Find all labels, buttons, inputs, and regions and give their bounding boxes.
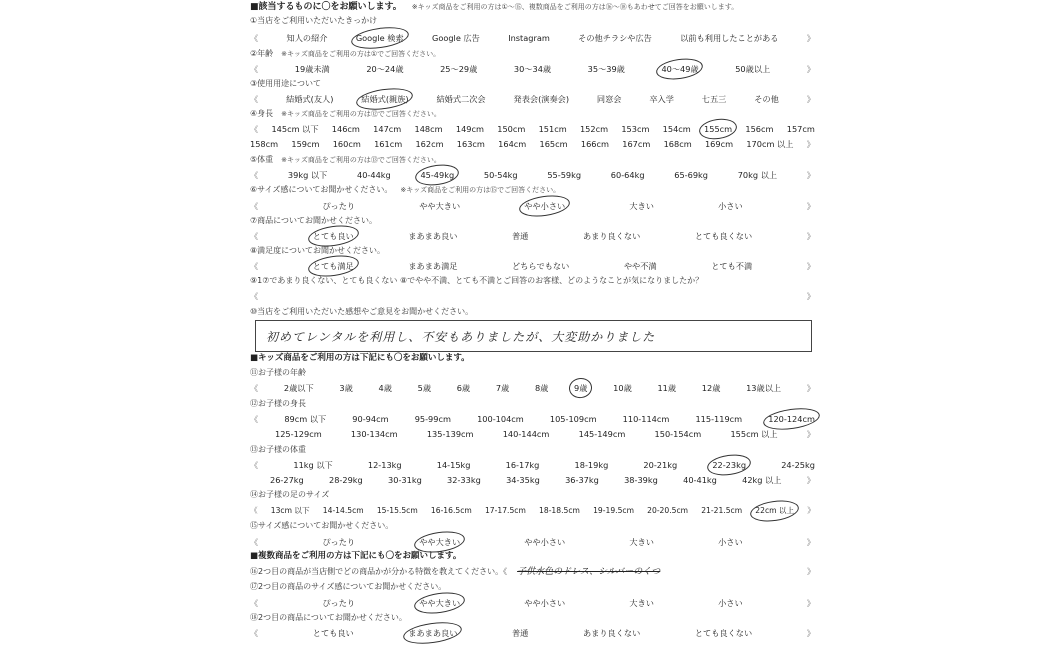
q6-options [250, 199, 819, 213]
q5-option[interactable]: 55-59kg [547, 170, 582, 180]
q12-option[interactable]: 105-109cm [549, 414, 597, 424]
bracket-open: 《 [250, 33, 259, 43]
q11-option[interactable]: 11歳 [657, 383, 677, 393]
q8-option[interactable]: やや不満 [623, 261, 657, 271]
q1-option[interactable]: Google 広告 [432, 33, 480, 43]
q12-option[interactable]: 145-149cm [578, 429, 626, 439]
q14-option[interactable]: 16-16.5cm [430, 506, 472, 515]
q4-options-row2 [250, 137, 819, 151]
q14-option[interactable]: 15-15.5cm [376, 506, 418, 515]
q5-note: ※キッズ商品をご利用の方は⑬でご回答ください。 [281, 156, 441, 164]
multi-section-title: ■複数商品をご利用の方は下記にも〇をお願いします。 [250, 551, 462, 561]
bracket-open: 《 [250, 261, 259, 271]
q8-option[interactable]: まあまあ満足 [408, 261, 458, 271]
q13-option[interactable]: 30-31kg [388, 475, 422, 485]
q3-label: ③使用用途について [250, 79, 322, 88]
q8-label: ⑧満足度についてお聞かせください。 [250, 246, 386, 255]
q12-options-row1 [250, 412, 819, 426]
q15-option[interactable]: 小さい [718, 537, 743, 547]
q16-label: ⑯2つ目の商品が当店側でどの商品かが分かる特徴を教えてください。《 [250, 567, 508, 576]
bracket-close: 》 [806, 537, 815, 547]
q11-options [250, 381, 819, 395]
q8-option[interactable]: どちらでもない [512, 261, 570, 271]
q4-option[interactable]: 165cm [539, 139, 568, 149]
q13-label: ⑬お子様の体重 [250, 445, 306, 454]
q7-options [250, 229, 819, 243]
q18-option[interactable]: とても良くない [694, 628, 753, 638]
q13-option[interactable]: 11kg 以下 [293, 460, 333, 470]
q5-option[interactable]: 40-44kg [356, 170, 391, 180]
q12-option[interactable]: 155cm 以上 [730, 429, 778, 439]
q4-option[interactable]: 150cm [497, 124, 526, 134]
q7-label: ⑦商品についてお聞かせください。 [250, 216, 378, 225]
q14-option[interactable]: 13cm 以下 [270, 506, 310, 515]
q16-row [250, 565, 819, 579]
q8-option[interactable]: とても不満 [711, 261, 753, 271]
bracket-open: 《 [250, 537, 259, 547]
q17-option[interactable]: 大きい [629, 598, 654, 608]
q17-option[interactable]: やや小さい [524, 598, 566, 608]
bracket-close: 》 [806, 64, 815, 74]
bracket-close: 》 [806, 291, 815, 301]
bracket-open: 《 [250, 94, 259, 104]
q11-option[interactable]: 2歳以下 [283, 383, 314, 393]
q18-label: ⑱2つ目の商品についてお聞かせください。 [250, 613, 407, 622]
q12-option[interactable]: 135-139cm [426, 429, 474, 439]
q11-option[interactable]: 6歳 [456, 383, 471, 393]
q3-option-selected[interactable]: 結婚式(親族) [361, 94, 409, 104]
q14-option[interactable]: 19-19.5cm [593, 506, 634, 515]
q13-option[interactable]: 14-15kg [436, 460, 471, 470]
q13-option[interactable]: 24-25kg [781, 460, 815, 470]
q4-option[interactable]: 169cm [704, 139, 734, 149]
bracket-open: 《 [250, 124, 259, 134]
bracket-open: 《 [250, 460, 259, 470]
q13-option[interactable]: 42kg 以上 [742, 475, 782, 485]
q2-note: ※キッズ商品をご利用の方は①でご回答ください。 [281, 50, 441, 58]
q12-option-selected[interactable]: 120-124cm [768, 414, 815, 424]
q4-options-row1 [250, 122, 819, 136]
q13-option[interactable]: 32-33kg [447, 475, 481, 485]
bracket-close: 》 [806, 598, 815, 608]
q3-option[interactable]: その他 [754, 94, 779, 104]
q11-option-selected[interactable]: 9歳 [574, 383, 588, 393]
q12-option[interactable]: 125-129cm [275, 429, 322, 439]
q10-label: ⑩当店をご利用いただいた感想やご意見をお聞かせください。 [250, 307, 474, 316]
q1-option[interactable]: 知人の紹介 [286, 33, 328, 43]
q4-label [250, 107, 815, 121]
q3-option[interactable]: 結婚式(友人) [286, 94, 334, 104]
q6-option[interactable]: やや大きい [419, 201, 461, 211]
q17-label: ⑰2つ目の商品のサイズ感についてお聞かせください。 [250, 582, 447, 591]
q1-options [250, 31, 819, 45]
q18-option[interactable]: 普通 [511, 628, 529, 638]
q2-label [250, 47, 815, 61]
q4-option[interactable]: 166cm [580, 139, 609, 149]
q14-option[interactable]: 21-21.5cm [701, 506, 743, 515]
q7-option-selected[interactable]: とても良い [312, 231, 354, 241]
q8-options [250, 259, 819, 273]
q1-option-selected[interactable]: Google 検索 [355, 33, 404, 43]
q13-option[interactable]: 12-13kg [367, 460, 402, 470]
q11-option[interactable]: 8歳 [534, 383, 549, 393]
q4-option[interactable]: 164cm [498, 139, 527, 149]
q15-options [250, 535, 819, 549]
q11-option[interactable]: 5歳 [417, 383, 432, 393]
q4-option[interactable]: 147cm [373, 124, 402, 134]
q4-option[interactable]: 161cm [374, 139, 403, 149]
q2-option[interactable]: 25〜29歳 [440, 64, 478, 74]
bracket-close: 》 [806, 139, 815, 149]
q18-option[interactable]: あまり良くない [582, 628, 641, 638]
header-note: ※キッズ商品をご利用の方は①〜⑮、複数商品をご利用の方は⑯〜⑱もあわせてご回答をお願いします。 [411, 3, 739, 11]
q12-option[interactable]: 150-154cm [654, 429, 702, 439]
q6-option[interactable]: 大きい [629, 201, 654, 211]
q12-option[interactable]: 90-94cm [352, 414, 389, 424]
bracket-close: 》 [806, 429, 815, 439]
q12-option[interactable]: 110-114cm [622, 414, 670, 424]
q18-options [250, 626, 819, 640]
q12-option[interactable]: 89cm 以下 [284, 414, 327, 424]
q5-option[interactable]: 70kg 以上 [737, 170, 778, 180]
q2-option-selected[interactable]: 40〜49歳 [661, 64, 699, 74]
bracket-open: 《 [250, 64, 259, 74]
q15-option[interactable]: やや小さい [524, 537, 566, 547]
q18-option[interactable]: とても良い [312, 628, 354, 638]
q11-option[interactable]: 4歳 [378, 383, 392, 393]
q5-option[interactable]: 50-54kg [483, 170, 518, 180]
q3-option[interactable]: 七五三 [701, 94, 727, 104]
q11-option[interactable]: 3歳 [339, 383, 353, 393]
q2-option[interactable]: 30〜34歳 [513, 64, 552, 74]
bracket-close: 》 [807, 567, 815, 576]
q17-option[interactable]: 小さい [718, 598, 743, 608]
q14-label: ⑭お子様の足のサイズ [250, 490, 330, 499]
q4-option[interactable]: 157cm [786, 124, 815, 134]
q2-option[interactable]: 35〜39歳 [587, 64, 625, 74]
bracket-close: 》 [806, 231, 815, 241]
q4-option[interactable]: 163cm [456, 139, 485, 149]
q6-option-selected[interactable]: やや小さい [524, 201, 566, 211]
bracket-open: 《 [250, 598, 259, 608]
bracket-open: 《 [250, 383, 259, 393]
q12-option[interactable]: 140-144cm [502, 429, 550, 439]
q12-option[interactable]: 95-99cm [414, 414, 451, 424]
q6-option[interactable]: 小さい [718, 201, 743, 211]
q5-options [250, 168, 819, 182]
bracket-close: 》 [806, 628, 815, 638]
q11-option[interactable]: 13歳以上 [746, 383, 782, 393]
q11-option[interactable]: 7歳 [495, 383, 510, 393]
q6-option[interactable]: ぴったり [322, 201, 356, 211]
q4-option[interactable]: 151cm [538, 124, 567, 134]
q13-option-selected[interactable]: 22-23kg [712, 460, 747, 470]
q11-option[interactable]: 10歳 [613, 383, 632, 393]
bracket-open: 《 [250, 628, 259, 638]
q7-option[interactable]: とても良くない [694, 231, 753, 241]
q4-option[interactable]: 153cm [621, 124, 650, 134]
q9-answer-field[interactable] [250, 289, 819, 303]
bracket-close: 》 [806, 475, 815, 485]
kids-section-title: ■キッズ商品をご利用の方は下記にも〇をお願いします。 [250, 353, 470, 363]
q5-option[interactable]: 65-69kg [674, 170, 708, 180]
q4-note: ※キッズ商品をご利用の方は⑫でご回答ください。 [281, 110, 441, 118]
q15-label: ⑮サイズ感についてお聞かせください。 [250, 521, 394, 530]
q3-option[interactable]: 卒入学 [649, 94, 674, 104]
q2-option[interactable]: 20〜24歳 [366, 64, 404, 74]
q2-option[interactable]: 19歳未満 [294, 64, 330, 74]
q14-option[interactable]: 14-14.5cm [322, 506, 364, 515]
q3-option[interactable]: 結婚式二次会 [436, 94, 486, 104]
q13-option[interactable]: 18-19kg [574, 460, 609, 470]
q1-option[interactable]: その他チラシや広告 [578, 33, 652, 43]
q17-options [250, 596, 819, 610]
q4-option[interactable]: 156cm [745, 124, 774, 134]
q5-label [250, 153, 815, 167]
q4-option[interactable]: 159cm [291, 139, 320, 149]
q14-option-selected[interactable]: 22cm 以上 [755, 504, 794, 518]
q17-option[interactable]: ぴったり [322, 598, 356, 608]
q4-option[interactable]: 148cm [414, 124, 443, 134]
q18-option-selected[interactable]: まあまあ良い [408, 628, 458, 638]
bracket-close: 》 [806, 170, 815, 180]
q5-title: ⑤体重 [250, 155, 274, 164]
bracket-open: 《 [250, 506, 258, 515]
q2-option[interactable]: 50歳以上 [735, 64, 771, 74]
q13-options-row1 [250, 458, 819, 472]
q5-option-selected[interactable]: 45-49kg [420, 170, 455, 180]
q10-handwritten-answer: 初めてレンタルを利用し、不安もありましたが、大変助かりました [266, 330, 656, 344]
q3-options [250, 92, 819, 106]
q7-option[interactable]: まあまあ良い [408, 231, 458, 241]
q12-options-row2 [250, 427, 819, 441]
q10-answer-box[interactable] [255, 320, 812, 352]
q4-option[interactable]: 158cm [250, 139, 279, 149]
q14-option[interactable]: 18-18.5cm [539, 506, 580, 515]
bracket-open: 《 [250, 170, 259, 180]
q15-option[interactable]: ぴったり [322, 537, 356, 547]
q4-option[interactable]: 149cm [455, 124, 484, 134]
q1-label: ①当店をご利用いただいたきっかけ [250, 16, 378, 25]
q13-option[interactable]: 40-41kg [683, 475, 717, 485]
q15-option[interactable]: 大きい [629, 537, 654, 547]
q4-option[interactable]: 167cm [622, 139, 651, 149]
q3-option[interactable]: 同窓会 [596, 94, 622, 104]
q8-option-selected[interactable]: とても満足 [312, 261, 354, 271]
bracket-open: 《 [250, 291, 259, 301]
q4-option[interactable]: 154cm [662, 124, 691, 134]
q14-option[interactable]: 17-17.5cm [484, 506, 526, 515]
bracket-close: 》 [806, 33, 815, 43]
q1-option[interactable]: 以前も利用したことがある [680, 33, 779, 43]
q13-option[interactable]: 34-35kg [506, 475, 540, 485]
q13-option[interactable]: 36-37kg [565, 475, 599, 485]
bracket-close: 》 [807, 506, 815, 515]
q14-options [250, 504, 819, 518]
q4-option[interactable]: 152cm [579, 124, 609, 134]
q4-option[interactable]: 170cm 以上 [746, 139, 794, 149]
bracket-open: 《 [250, 231, 259, 241]
header-title: ■該当するものに〇をお願いします。 [250, 2, 402, 12]
q13-options-row2 [250, 473, 819, 487]
q15-option-selected[interactable]: やや大きい [419, 537, 461, 547]
q2-options [250, 62, 819, 76]
q12-option[interactable]: 115-119cm [695, 414, 743, 424]
q2-title: ②年齢 [250, 49, 274, 58]
bracket-close: 》 [806, 94, 815, 104]
q16-handwritten-answer[interactable]: 子供水色のドレス、シルバーのくつ [517, 567, 661, 577]
q16-label-wrap [250, 565, 660, 579]
q6-label [250, 183, 815, 197]
q9-label: ⑨1⑦であまり良くない、とても良くない ⑧でやや不満、とても不満とご回答のお客様、どのようなことが気になりましたか？ [250, 276, 704, 285]
q6-title: ⑥サイズ感についてお聞かせください。 [250, 185, 393, 194]
q12-option[interactable]: 130-134cm [350, 429, 398, 439]
q4-title: ④身長 [250, 109, 274, 118]
bracket-open: 《 [250, 414, 259, 424]
bracket-close: 》 [806, 383, 815, 393]
q4-option[interactable]: 146cm [331, 124, 360, 134]
q4-option[interactable]: 160cm [332, 139, 361, 149]
q17-option-selected[interactable]: やや大きい [419, 598, 461, 608]
q6-note: ※キッズ商品をご利用の方は⑮でご回答ください。 [400, 186, 561, 194]
q1-option[interactable]: Instagram [508, 33, 550, 43]
q12-option[interactable]: 100-104cm [477, 414, 524, 424]
q7-option[interactable]: あまり良くない [582, 231, 641, 241]
q12-label: ⑫お子様の身長 [250, 399, 306, 408]
section-header [250, 0, 815, 14]
bracket-close: 》 [806, 201, 815, 211]
bracket-open: 《 [250, 201, 259, 211]
q4-option[interactable]: 168cm [663, 139, 692, 149]
q14-option[interactable]: 20-20.5cm [647, 506, 689, 515]
q5-option[interactable]: 60-64kg [610, 170, 645, 180]
q7-option[interactable]: 普通 [511, 231, 529, 241]
q4-option[interactable]: 162cm [415, 139, 444, 149]
q13-option[interactable]: 38-39kg [624, 475, 658, 485]
q13-option[interactable]: 26-27kg [270, 475, 304, 485]
q3-option[interactable]: 発表会(演奏会) [513, 94, 570, 104]
q11-label: ⑪お子様の年齢 [250, 368, 306, 377]
q4-option-selected[interactable]: 155cm [704, 124, 733, 134]
q13-option[interactable]: 20-21kg [643, 460, 678, 470]
q5-option[interactable]: 39kg 以下 [287, 170, 328, 180]
q11-option[interactable]: 12歳 [701, 383, 721, 393]
q13-option[interactable]: 28-29kg [329, 475, 363, 485]
q4-option[interactable]: 145cm 以下 [271, 124, 319, 134]
q13-option[interactable]: 16-17kg [505, 460, 540, 470]
bracket-close: 》 [806, 261, 815, 271]
